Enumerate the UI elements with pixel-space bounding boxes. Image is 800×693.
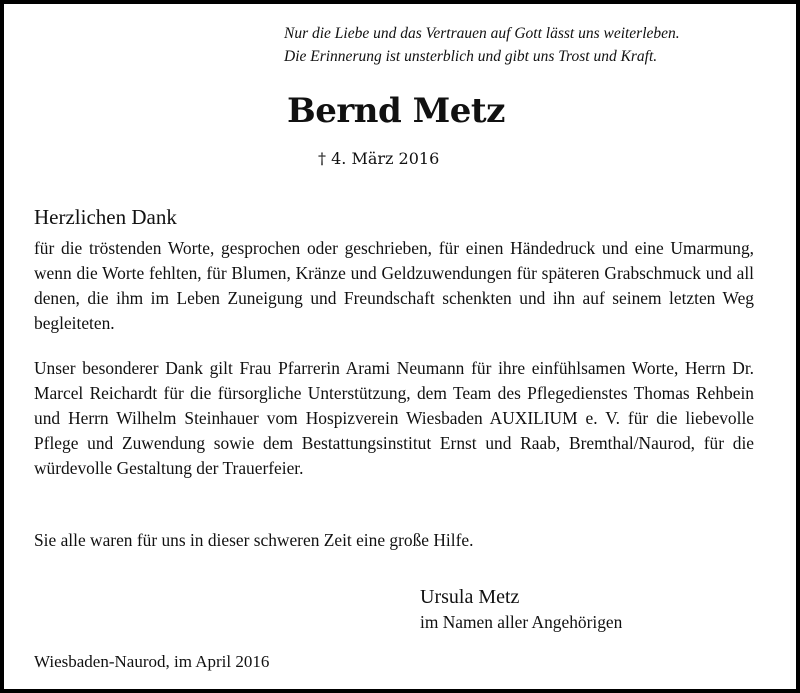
closing-paragraph: Sie alle waren für uns in dieser schweren Zeit eine große Hilfe. bbox=[34, 530, 474, 550]
thanks-paragraph: für die tröstenden Worte, gesprochen oder geschrieben, für einen Händedruck und eine Umarmung, wenn die Worte fehlten, für Blumen, Kränze und Geldzuwendungen für späteren Grabschmuck und all denen, die ihm im Leben Zuneigung und Freundschaft schenkten und ihn auf seinem letzten Weg begleiteten. bbox=[34, 238, 754, 333]
signature-block bbox=[420, 585, 622, 635]
signatory-subtitle: im Namen aller Angehörigen bbox=[420, 612, 623, 632]
motto-line-1: Nur die Liebe und das Vertrauen auf Gott lässt uns weiterleben. bbox=[284, 25, 680, 42]
place-and-date: Wiesbaden-Naurod, im April 2016 bbox=[34, 652, 270, 671]
obituary-notice bbox=[4, 4, 796, 689]
thanks-heading: Herzlichen Dank bbox=[34, 205, 177, 229]
signatory-name: Ursula Metz bbox=[420, 586, 520, 608]
death-date: † 4. März 2016 bbox=[318, 149, 440, 168]
motto-quote bbox=[284, 22, 680, 68]
special-thanks-paragraph: Unser besonderer Dank gilt Frau Pfarrerin Arami Neumann für ihre einfühlsamen Worte, Herrn Dr. Marcel Reichardt für die fürsorgliche Unterstützung, dem Team des Pflegedienstes Thomas Rehbein und Herrn Wilhelm Steinhauer vom Hospizverein Wiesbaden AUXILIUM e. V. für die liebevolle Pflege und Zuwendung sowie dem Bestattungsinstitut Ernst und Raab, Bremthal/Naurod, für die würdevolle Gestaltung der Trauerfeier. bbox=[34, 358, 754, 478]
deceased-name: Bernd Metz bbox=[287, 91, 505, 131]
motto-line-2: Die Erinnerung ist unsterblich und gibt uns Trost und Kraft. bbox=[284, 48, 658, 65]
